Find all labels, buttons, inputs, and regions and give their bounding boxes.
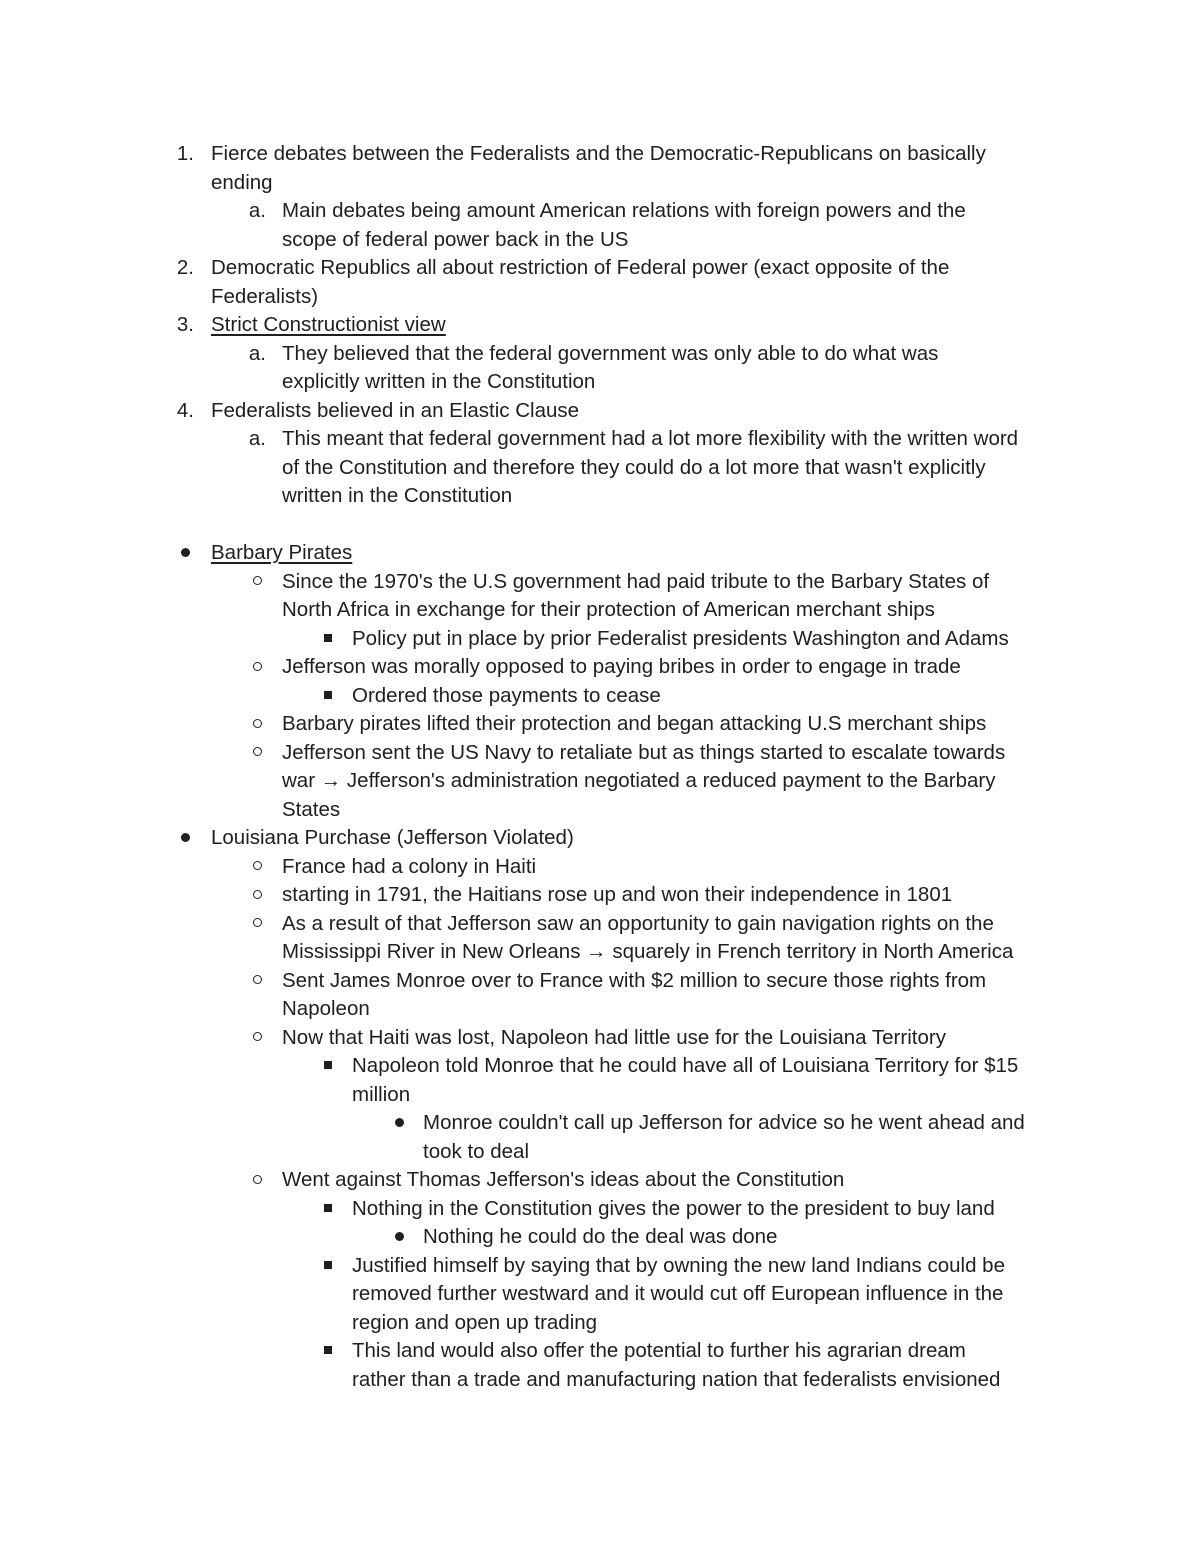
list-item <box>0 397 1200 426</box>
list-text: Democratic Republics all about restriction of Federal power (exact opposite of the <box>211 256 950 279</box>
disc-bullet-icon <box>372 1223 408 1252</box>
list-item <box>0 425 1200 454</box>
list-item-continuation <box>0 767 1200 796</box>
circle-bullet-icon <box>230 710 266 739</box>
bullet-item <box>0 1195 1200 1224</box>
square-bullet-icon <box>300 1337 336 1366</box>
circle-bullet-icon <box>230 739 266 768</box>
circle-bullet-icon <box>230 1166 266 1195</box>
list-item <box>0 140 1200 169</box>
bullet-item <box>0 653 1200 682</box>
bullet-item <box>0 710 1200 739</box>
list-text: Went against Thomas Jefferson's ideas about the Constitution <box>282 1168 845 1191</box>
bullet-item <box>0 1223 1200 1252</box>
list-item-continuation <box>0 995 1200 1024</box>
list-text: Monroe couldn't call up Jefferson for advice so he went ahead and <box>423 1111 1025 1134</box>
circle-bullet-icon <box>230 1024 266 1053</box>
list-text: Napoleon told Monroe that he could have all of Louisiana Territory for $15 <box>352 1054 1019 1077</box>
list-text: Policy put in place by prior Federalist presidents Washington and Adams <box>352 626 1009 650</box>
list-item-continuation <box>0 938 1200 967</box>
list-text: removed further westward and it would cut off European influence in the <box>352 1282 1004 1305</box>
bullet-item <box>0 824 1200 853</box>
list-text: Main debates being amount American relations with foreign powers and the <box>282 199 966 222</box>
list-letter: a. <box>248 341 266 365</box>
list-item <box>0 311 1200 340</box>
list-text: Ordered those payments to cease <box>352 683 661 707</box>
list-item-continuation <box>0 169 1200 198</box>
list-item <box>0 254 1200 283</box>
list-text: Mississippi River in New Orleans → squarely in French territory in North America <box>282 940 1014 963</box>
blank-line <box>0 511 1200 540</box>
list-text: This meant that federal government had a lot more flexibility with the written word <box>282 427 1019 450</box>
list-number: 1. <box>176 142 194 165</box>
list-text: This land would also offer the potential to further his agrarian dream <box>352 1339 966 1362</box>
list-text: Since the 1970's the U.S government had paid tribute to the Barbary States of <box>282 569 990 593</box>
square-bullet-icon <box>300 1252 336 1281</box>
bullet-item <box>0 539 1200 568</box>
bullet-item <box>0 881 1200 910</box>
section-heading-louisiana: Louisiana Purchase (Jefferson Violated) <box>211 826 574 849</box>
list-letter: a. <box>248 427 266 450</box>
list-text: scope of federal power back in the US <box>282 227 629 251</box>
list-item-continuation <box>0 482 1200 511</box>
bullet-item <box>0 1166 1200 1195</box>
list-text: As a result of that Jefferson saw an opportunity to gain navigation rights on the <box>282 911 994 935</box>
list-text: Justified himself by saying that by owning the new land Indians could be <box>352 1253 1005 1277</box>
bullet-item <box>0 568 1200 597</box>
bullet-item <box>0 1337 1200 1366</box>
list-text: Jefferson was morally opposed to paying bribes in order to engage in trade <box>282 655 961 678</box>
list-text: Now that Haiti was lost, Napoleon had little use for the Louisiana Territory <box>282 1025 946 1049</box>
list-text: Barbary pirates lifted their protection and began attacking U.S merchant ships <box>282 712 987 735</box>
circle-bullet-icon <box>230 568 266 597</box>
list-text: war → Jefferson's administration negotiated a reduced payment to the Barbary <box>282 769 996 792</box>
list-text: of the Constitution and therefore they could do a lot more that wasn't explicitly <box>282 455 986 479</box>
list-text: Jefferson sent the US Navy to retaliate but as things started to escalate towards <box>282 740 1006 764</box>
list-text: starting in 1791, the Haitians rose up and won their independence in 1801 <box>282 883 953 906</box>
circle-bullet-icon <box>230 910 266 939</box>
list-item-continuation <box>0 454 1200 483</box>
circle-bullet-icon <box>230 881 266 910</box>
square-bullet-icon <box>300 682 336 711</box>
square-bullet-icon <box>300 1052 336 1081</box>
list-text: Nothing in the Constitution gives the power to the president to buy land <box>352 1196 995 1220</box>
list-text: written in the Constitution <box>282 484 513 507</box>
list-number: 4. <box>176 398 194 422</box>
list-text: They believed that the federal government was only able to do what was <box>282 341 939 365</box>
list-text: explicitly written in the Constitution <box>282 370 596 393</box>
list-item-continuation <box>0 1081 1200 1110</box>
square-bullet-icon <box>300 625 336 654</box>
list-item-continuation <box>0 368 1200 397</box>
list-text: rather than a trade and manufacturing nation that federalists envisioned <box>352 1367 1001 1391</box>
list-text: took to deal <box>423 1139 529 1163</box>
list-item-continuation <box>0 283 1200 312</box>
bullet-item <box>0 967 1200 996</box>
bullet-item <box>0 1024 1200 1053</box>
bullet-item <box>0 853 1200 882</box>
square-bullet-icon <box>300 1195 336 1224</box>
list-item-continuation <box>0 1366 1200 1395</box>
bullet-item <box>0 1052 1200 1081</box>
list-item-continuation <box>0 596 1200 625</box>
list-text: region and open up trading <box>352 1310 598 1334</box>
list-text: Federalists) <box>211 284 319 308</box>
bullet-item <box>0 739 1200 768</box>
list-number: 2. <box>176 256 194 279</box>
list-item-continuation <box>0 1280 1200 1309</box>
list-text: ending <box>211 170 273 194</box>
circle-bullet-icon <box>230 967 266 996</box>
bullet-item <box>0 1109 1200 1138</box>
list-text: Fierce debates between the Federalists and the Democratic-Republicans on basically <box>211 142 986 165</box>
list-item <box>0 197 1200 226</box>
list-text: Sent James Monroe over to France with $2 million to secure those rights from <box>282 968 987 992</box>
list-item-continuation <box>0 796 1200 825</box>
bullet-item <box>0 625 1200 654</box>
bullet-item <box>0 1252 1200 1281</box>
section-heading-barbary: Barbary Pirates <box>211 541 353 564</box>
bullet-item <box>0 910 1200 939</box>
bullet-item <box>0 682 1200 711</box>
circle-bullet-icon <box>230 853 266 882</box>
list-text: States <box>282 797 341 821</box>
list-text: Napoleon <box>282 997 370 1020</box>
list-text: Federalists believed in an Elastic Clause <box>211 398 580 422</box>
list-text: million <box>352 1082 411 1106</box>
list-letter: a. <box>248 199 266 222</box>
list-text: Nothing he could do the deal was done <box>423 1225 778 1248</box>
list-item-continuation <box>0 1138 1200 1167</box>
disc-bullet-icon <box>372 1109 408 1138</box>
disc-bullet-icon <box>160 539 194 568</box>
list-item-continuation <box>0 226 1200 255</box>
document-page <box>0 140 1200 1394</box>
circle-bullet-icon <box>230 653 266 682</box>
disc-bullet-icon <box>160 824 194 853</box>
list-number: 3. <box>176 313 194 336</box>
list-text-underlined: Strict Constructionist view <box>211 313 446 336</box>
list-text: North Africa in exchange for their protection of American merchant ships <box>282 598 935 621</box>
list-item-continuation <box>0 1309 1200 1338</box>
list-item <box>0 340 1200 369</box>
list-text: France had a colony in Haiti <box>282 854 537 878</box>
